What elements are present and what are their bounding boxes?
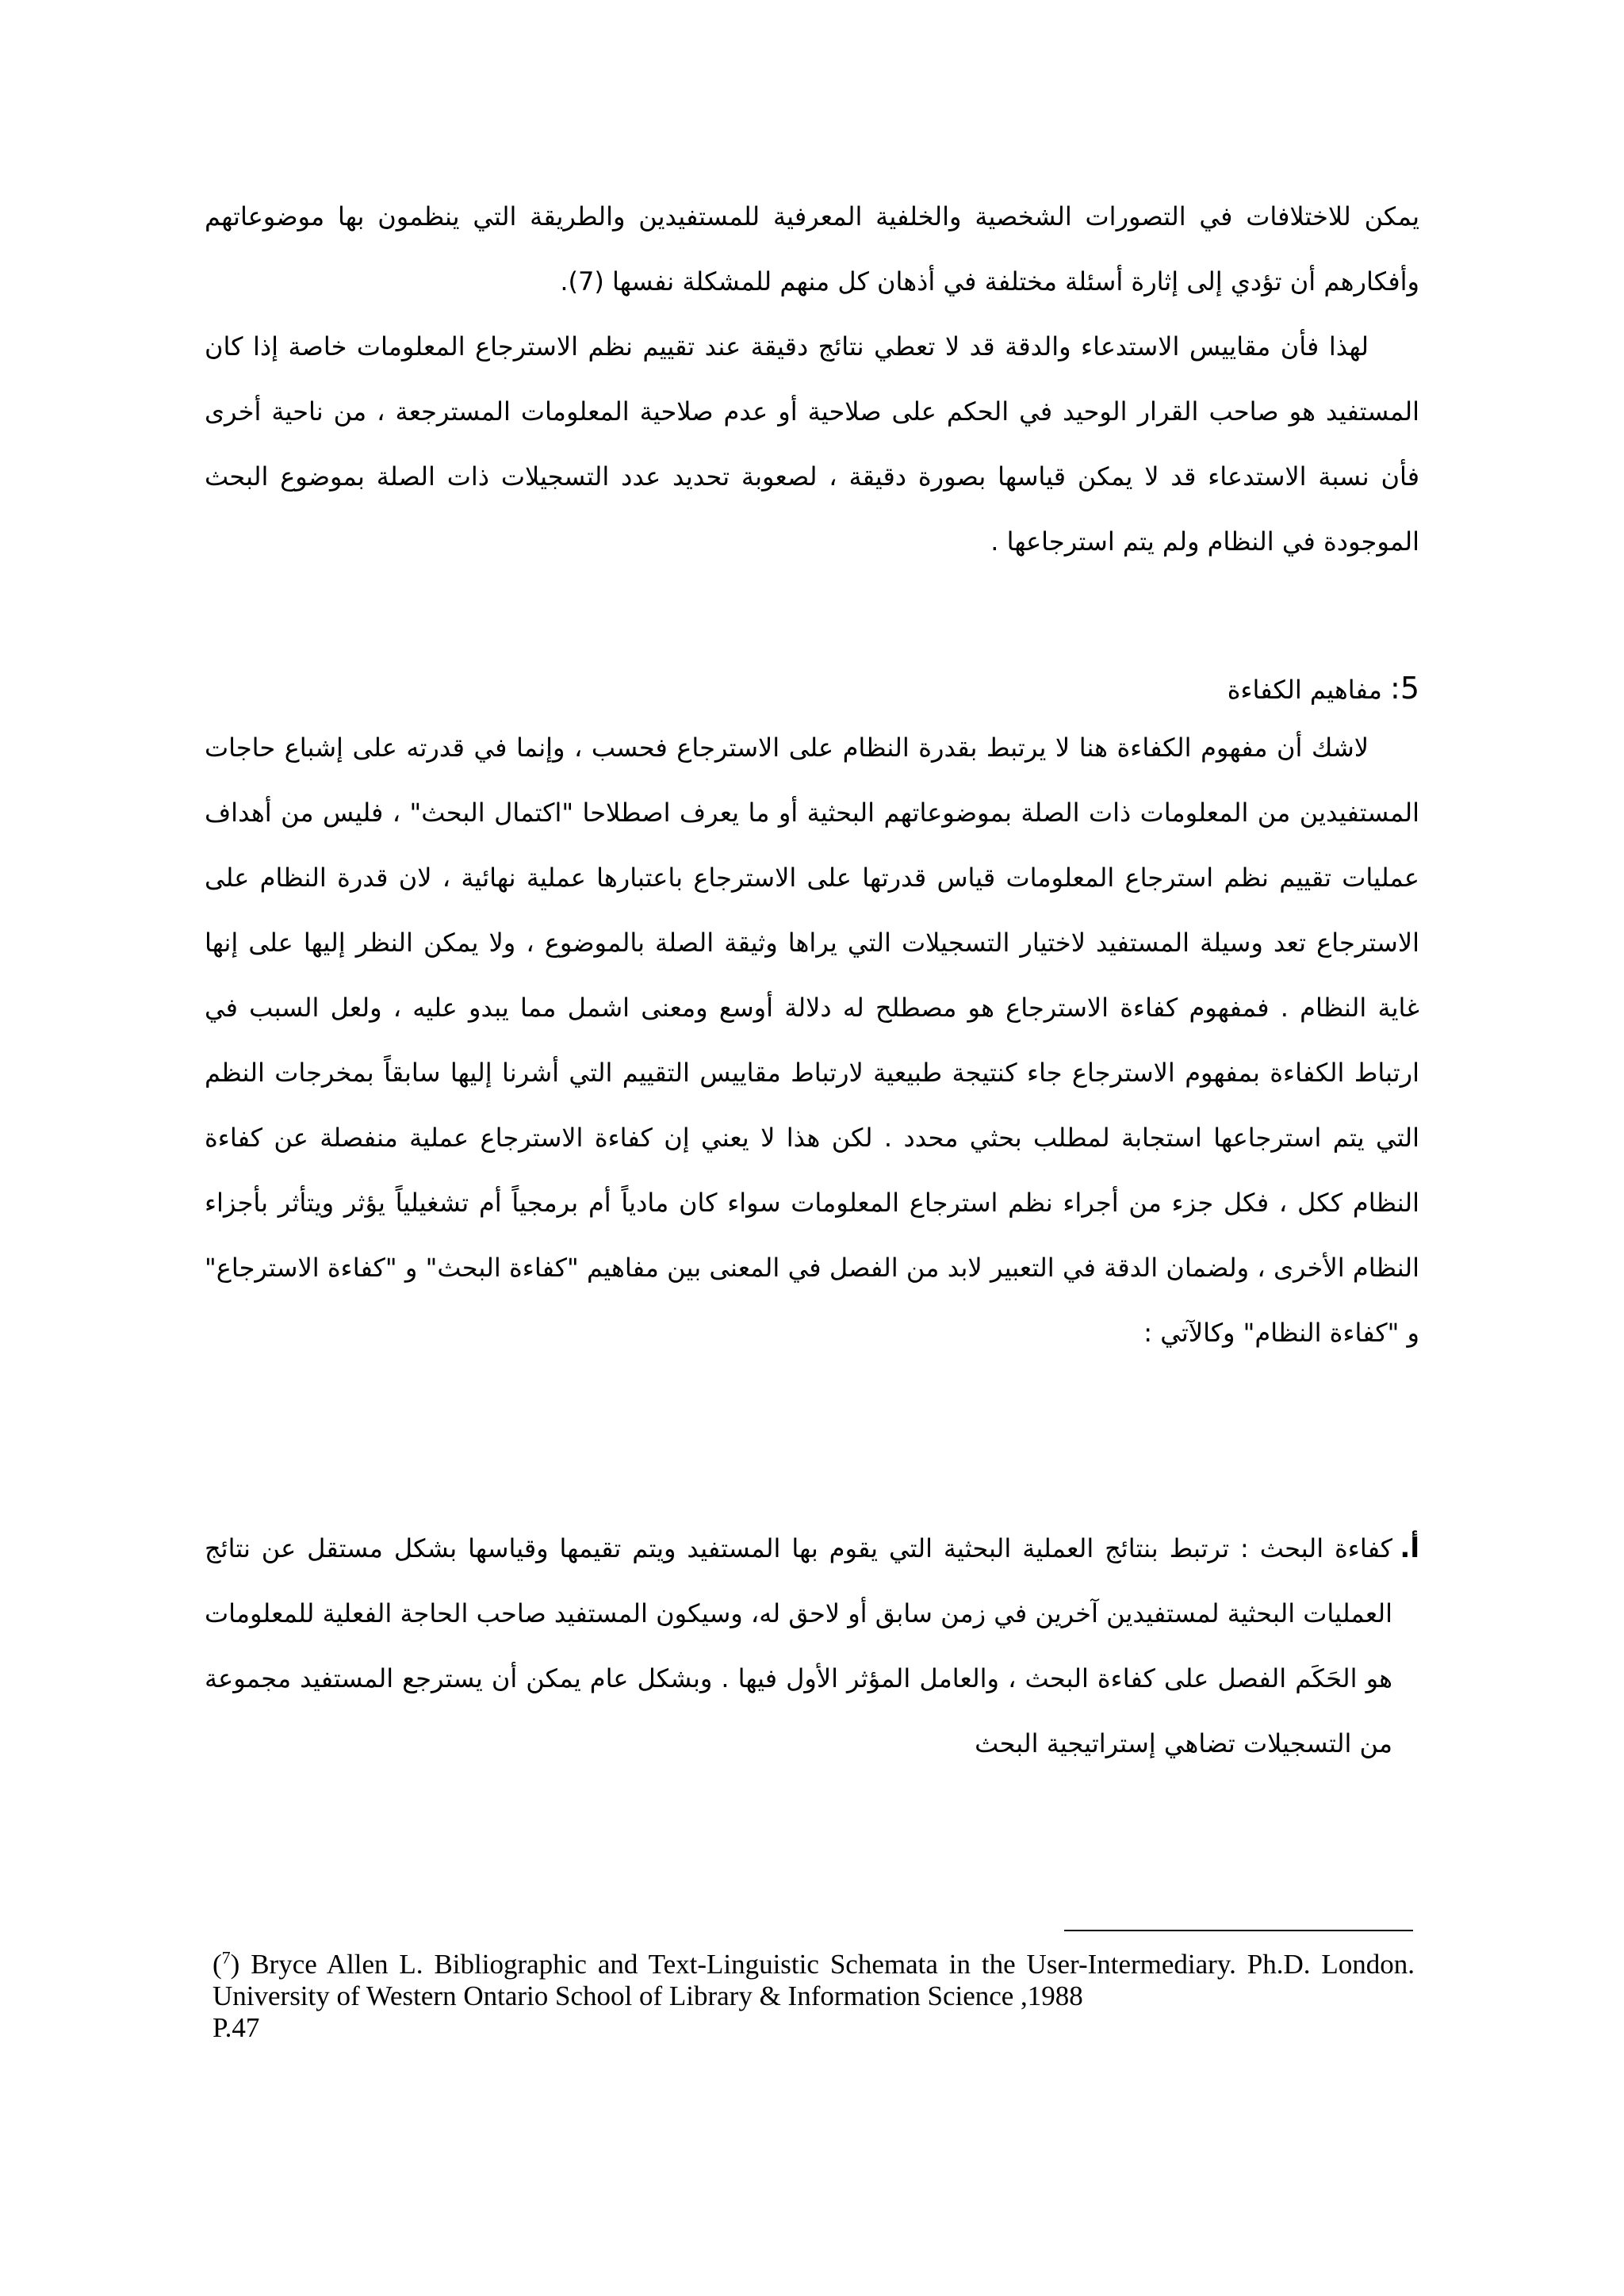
footnote-separator bbox=[1064, 1930, 1413, 1931]
paragraph-recall-precision: لهذا فأن مقاييس الاستدعاء والدقة قد لا تعطي نتائج دقيقة عند تقييم نظم الاسترجاع المعلومات خاصة إذا كان المستفيد هو صاحب القرار الوحيد في الحكم على صلاحية أو عدم صلاحية المعلومات المسترجعة ، من ناحية أخرى فأن نسبة الاستدعاء قد لا يمكن قياسها بصورة دقيقة ، لصعوبة تحديد عدد التسجيلات ذات الصلة بموضوع البحث الموجودة في النظام ولم يتم استرجاعها . bbox=[205, 331, 1419, 557]
footnote-page-ref: P.47 bbox=[213, 2012, 260, 2043]
footnote-marker: 7 bbox=[221, 1947, 231, 1968]
paragraph-intro: يمكن للاختلافات في التصورات الشخصية والخلفية المعرفية للمستفيدين والطريقة التي ينظمون بها موضوعاتهم وأفكارهم أن تؤدي إلى إثارة أسئلة مختلفة في أذهان كل منهم للمشكلة نفسها (7). bbox=[205, 201, 1419, 297]
list-item-marker: أ. bbox=[1400, 1533, 1419, 1564]
section-title: مفاهيم الكفاءة bbox=[1227, 675, 1382, 705]
footnote-close-paren: ) bbox=[230, 1949, 240, 1980]
footnote-text: Bryce Allen L. Bibliographic and Text-Linguistic Schemata in the User-Intermediary. Ph.D. London. University of Western Ontario School of Library & Information Science ,1988 bbox=[213, 1949, 1415, 2011]
list-item-text: كفاءة البحث : ترتبط بنتائج العملية البحثية التي يقوم بها المستفيد ويتم تقيمها وقياسها بشكل مستقل عن نتائج العمليات البحثية لمستفيدين آخرين في زمن سابق أو لاحق له، وسيكون المستفيد صاحب الحاجة الفعلية للمعلومات هو الحَكَم الفصل على كفاءة البحث ، والعامل المؤثر الأول فيها . وبشكل عام يمكن أن يسترجع المستفيد مجموعة من التسجيلات تضاهي إستراتيجية البحث bbox=[205, 1533, 1392, 1758]
section-number: 5: bbox=[1390, 671, 1419, 706]
paragraph-efficiency-concepts: لاشك أن مفهوم الكفاءة هنا لا يرتبط بقدرة النظام على الاسترجاع فحسب ، وإنما في قدرته على إشباع حاجات المستفيدين من المعلومات ذات الصلة بموضوعاتهم البحثية أو ما يعرف اصطلاحا "اكتمال البحث" ، فليس من أهداف عمليات تقييم نظم استرجاع المعلومات قياس قدرتها على الاسترجاع باعتبارها عملية نهائية ، لان قدرة النظام على الاسترجاع تعد وسيلة المستفيد لاختيار التسجيلات التي يراها وثيقة الصلة بالموضوع ، ولا يمكن النظر إليها على إنها غاية النظام . فمفهوم كفاءة الاسترجاع هو مصطلح له دلالة أوسع ومعنى اشمل مما يبدو عليه ، ولعل السبب في ارتباط الكفاءة بمفهوم الاسترجاع جاء كنتيجة طبيعية لارتباط مقاييس التقييم التي أشرنا إليها سابقاً بمخرجات النظم التي يتم استرجاعها استجابة لمطلب بحثي محدد . لكن هذا لا يعني إن كفاءة الاسترجاع عملية منفصلة عن كفاءة النظام ككل ، فكل جزء من أجراء نظم استرجاع المعلومات سواء كان مادياً أم برمجياً أم تشغيلياً يؤثر ويتأثر بأجزاء النظام الأخرى ، ولضمان الدقة في التعبير لابد من الفصل في المعنى بين مفاهيم "كفاءة البحث" و "كفاءة الاسترجاع" و "كفاءة النظام" وكالآتي : bbox=[205, 733, 1419, 1348]
section-heading bbox=[205, 664, 1419, 714]
footnote bbox=[213, 1949, 1415, 2044]
footnote-open-paren: ( bbox=[213, 1949, 222, 1980]
